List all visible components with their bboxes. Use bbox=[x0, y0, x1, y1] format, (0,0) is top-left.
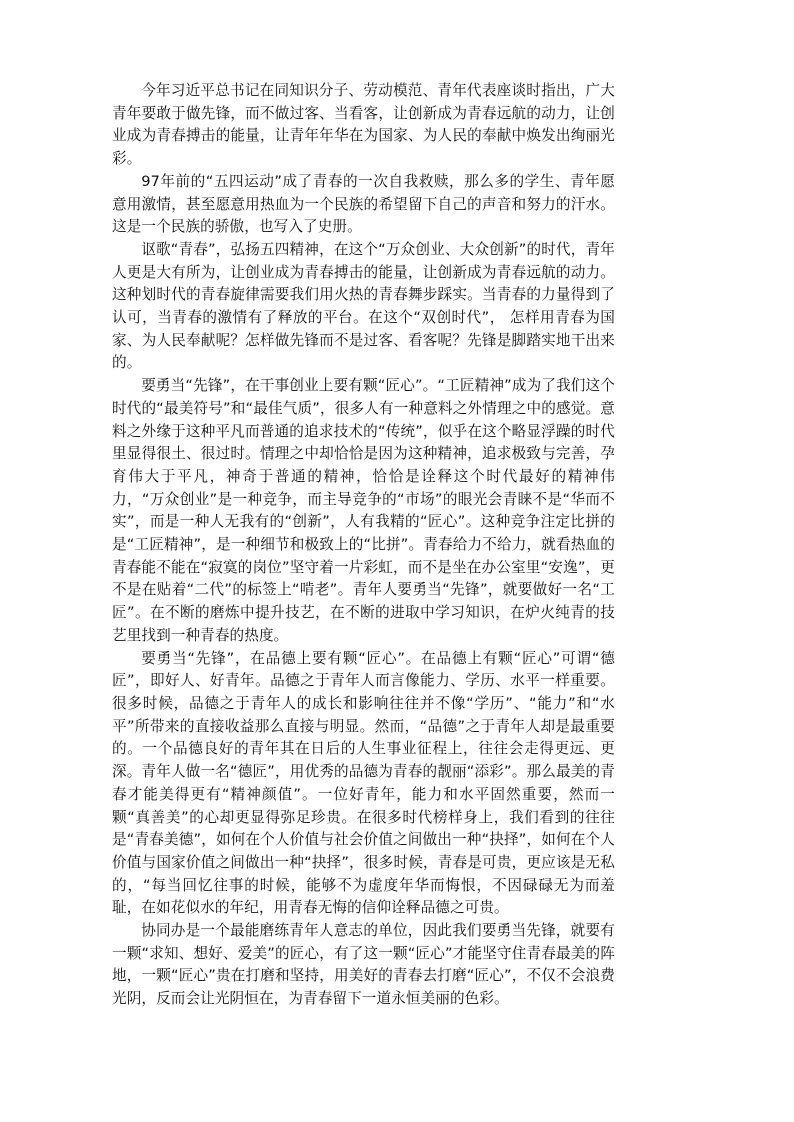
document-body bbox=[112, 80, 615, 1011]
paragraph-ode-to-youth: 讴歌“青春”，弘扬五四精神，在这个“万众创业、大众创新”的时代，青年人更是大有所为，让创业成为青春搏击的能量，让创新成为青春远航的动力。这种划时代的青春旋律需要我们用火热的青春舞步踩实。当青春的力量得到了认可，当青春的激情有了释放的平台。在这个“双创时代”， 怎样用青春为国家、为人民奉献呢？怎样做先锋而不是过客、看客呢？先锋是脚踏实地干出来的。 bbox=[112, 240, 615, 372]
paragraph-may-fourth: 97年前的“五四运动”成了青春的一次自我救赎，那么多的学生、青年愿意用激情，甚至愿意用热血为一个民族的希望留下自己的声音和努力的汗水。这是一个民族的骄傲，也写入了史册。 bbox=[112, 172, 615, 236]
paragraph-moral-character: 要勇当“先锋”，在品德上要有颗“匠心”。在品德上有颗“匠心”可谓“德匠”，即好人、好青年。品德之于青年人而言像能力、学历、水平一样重要。很多时候，品德之于青年人的成长和影响往往并不像“学历”、“能力”和“水平”所带来的直接收益那么直接与明显。然而，“品德”之于青年人却是最重要的。一个品德良好的青年其在日后的人生事业征程上，往往会走得更远、更深。青年人做一名“德匠”，用优秀的品德为青春的靓丽“添彩”。那么最美的青春才能美得更有“精神颜值”。一位好青年，能力和水平固然重要，然而一颗“真善美”的心却更显得弥足珍贵。在很多时代榜样身上，我们看到的往往是“青春美德”，如何在个人价值与社会价值之间做出一种“抉择”，如何在个人价值与国家价值之间做出一种“抉择”，很多时候，青春是可贵，更应该是无私的，“每当回忆往事的时候，能够不为虚度年华而悔恨，不因碌碌无为而羞耻，在如花似水的年纪，用青春无悔的信仰诠释品德之可贵。 bbox=[112, 649, 615, 917]
paragraph-craftsman-spirit: 要勇当“先锋”，在干事创业上要有颗“匠心”。“工匠精神”成为了我们这个时代的“最美符号”和“最佳气质”，很多人有一种意料之外情理之中的感觉。意料之外缘于这种平凡而普通的追求技术的“传统”，似乎在这个略显浮躁的时代里显得很土、很过时。情理之中却恰恰是因为这种精神，追求极致与完善，孕育伟大于平凡，神奇于普通的精神，恰恰是诠释这个时代最好的精神伟力，“万众创业”是一种竞争，而主导竞争的“市场”的眼光会青睐不是“华而不实”，而是一种人无我有的“创新”，人有我精的“匠心”。这种竞争注定比拼的是“工匠精神”，是一种细节和极致上的“比拼”。青春给力不给力，就看热血的青春能不能在“寂寞的岗位”坚守着一片彩虹，而不是坐在办公室里“安逸”，更不是在贴着“二代”的标签上“啃老”。青年人要勇当“先锋”，就要做好一名“工匠”。在不断的磨炼中提升技艺，在不断的进取中学习知识，在炉火纯青的技艺里找到一种青春的热度。 bbox=[112, 377, 615, 644]
paragraph-intro: 今年习近平总书记在同知识分子、劳动模范、青年代表座谈时指出，广大青年要敢于做先锋，而不做过客、当看客，让创新成为青春远航的动力，让创业成为青春搏击的能量，让青年年华在为国家、为人民的奉献中焕发出绚丽光彩。 bbox=[112, 82, 615, 168]
paragraph-conclusion: 协同办是一个最能磨练青年人意志的单位，因此我们要勇当先锋，就要有一颗“求知、想好、爱美”的匠心，有了这一颗“匠心”才能坚守住青春最美的阵地，一颗“匠心”贵在打磨和坚持，用美好的青春去打磨“匠心”，不仅不会浪费光阴，反而会让光阴恒在，为青春留下一道永恒美丽的色彩。 bbox=[112, 922, 615, 1008]
